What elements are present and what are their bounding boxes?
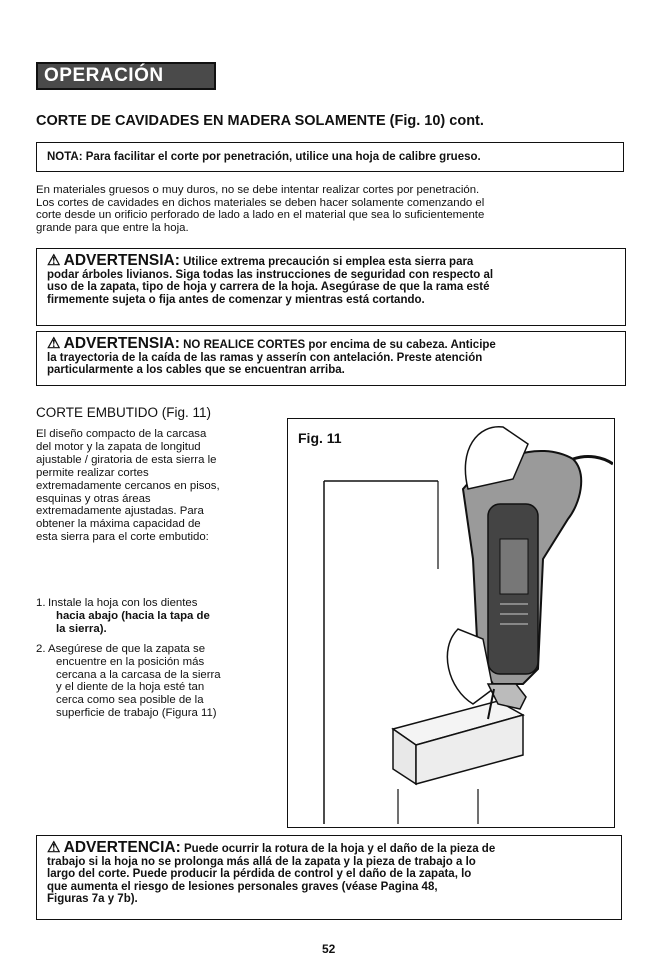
- plunge-line: permite realizar cortes: [36, 466, 149, 479]
- step-line: y el diente de la hoja esté tan: [56, 681, 205, 694]
- step-line: Instale la hoja con los dientes: [48, 597, 198, 609]
- step-line: superficie de trabajo (Figura 11): [56, 707, 217, 720]
- warning-line: trabajo si la hoja no se prolonga más allá de la zapata y la pieza de trabajo a lo: [47, 855, 476, 868]
- warning-box-blade-length: [36, 835, 622, 920]
- warning-triangle-icon: ⚠: [47, 335, 61, 352]
- plunge-steps-list: [36, 597, 268, 727]
- warning-line: Figuras 7a y 7b).: [47, 893, 138, 905]
- step-line: la sierra).: [56, 622, 107, 635]
- warning-line: la trayectoria de la caída de las ramas y asserín con antelación. Preste atención: [47, 351, 483, 364]
- step-line: hacia abajo (hacia la tapa de: [56, 609, 210, 622]
- warning-line: Utilice extrema precaución si emplea esta sierra para: [183, 256, 474, 268]
- intro-line: En materiales gruesos o muy duros, no se debe intentar realizar cortes por penetración.: [36, 184, 480, 196]
- warning-line: NO REALICE CORTES por encima de su cabeza. Anticipe: [183, 339, 496, 351]
- note-box: [36, 142, 624, 172]
- step-number: 2.: [36, 642, 46, 655]
- step-number: 1.: [36, 597, 46, 609]
- plunge-line: del motor y la zapata de longitud: [36, 440, 201, 453]
- intro-line: Los cortes de cavidades en dichos materiales se deben hacer solamente comenzando el: [36, 196, 485, 209]
- plunge-line: El diseño compacto de la carcasa: [36, 428, 207, 440]
- warning-label: ADVERTENCIA:: [63, 839, 181, 856]
- plunge-cut-paragraph: [36, 428, 268, 544]
- warning-triangle-icon: ⚠: [47, 839, 61, 856]
- plunge-line: extremadamente cercanos en pisos,: [36, 479, 220, 492]
- warning-label: ADVERTENSIA:: [63, 252, 180, 269]
- warning-line: uso de la zapata, tipo de hoja y carrera de la hoja. Asegúrase de que la rama esté: [47, 281, 490, 293]
- warning-line: particularmente a los cables que se encuentran arriba.: [47, 364, 345, 376]
- reciprocating-saw-illustration-icon: [288, 419, 613, 826]
- plunge-line: esquinas y otras áreas: [36, 492, 151, 505]
- warning-line: firmemente sujeta o fija antes de comenzar y mientras está cortando.: [47, 293, 425, 306]
- section-banner: OPERACIÓN cont.: [36, 62, 216, 90]
- warning-box-pruning: [36, 248, 626, 326]
- plunge-line: ajustable / giratoria de esta sierra le: [36, 453, 217, 466]
- intro-line: grande para que entre la hoja.: [36, 221, 189, 234]
- warning-triangle-icon: ⚠: [47, 252, 61, 269]
- step-item: [36, 597, 268, 636]
- plunge-line: obtener la máxima capacidad de: [36, 518, 201, 531]
- warning-box-overhead: [36, 331, 626, 386]
- warning-line: podar árboles livianos. Siga todas las instrucciones de seguridad con respecto al: [47, 268, 494, 281]
- warning-line: Puede ocurrir la rotura de la hoja y el daño de la pieza de: [183, 843, 496, 855]
- step-item: [36, 643, 268, 720]
- warning-line: que aumenta el riesgo de lesiones personales graves (véase Pagina 48,: [47, 880, 438, 893]
- step-line: encuentre en la posición más: [56, 655, 205, 668]
- note-text: NOTA: Para facilitar el corte por penetración, utilice una hoja de calibre grueso.: [47, 151, 481, 163]
- intro-line: corte desde un orificio perforado de lado a lado en el material que sea lo suficientemente: [36, 209, 485, 222]
- plunge-line: esta sierra para el corte embutido:: [36, 531, 209, 544]
- section-title: CORTE DE CAVIDADES EN MADERA SOLAMENTE (Fig. 10) cont.: [36, 113, 484, 129]
- plunge-line: extremadamente ajustadas. Para: [36, 505, 204, 518]
- warning-label: ADVERTENSIA:: [63, 335, 180, 352]
- warning-line: largo del corte. Puede producir la pérdida de control y el daño de la zapata, lo: [47, 868, 472, 880]
- step-line: cercana a la carcasa de la sierra: [56, 668, 221, 681]
- intro-paragraph: [36, 184, 626, 234]
- step-line: cerca como sea posible de la: [56, 694, 204, 707]
- step-line: Asegúrese de que la zapata se: [48, 642, 206, 655]
- figure-label: Fig. 11: [298, 430, 342, 446]
- page-number: 52: [322, 942, 336, 956]
- figure-11-frame: [287, 418, 615, 828]
- plunge-cut-title: CORTE EMBUTIDO (Fig. 11): [36, 405, 212, 420]
